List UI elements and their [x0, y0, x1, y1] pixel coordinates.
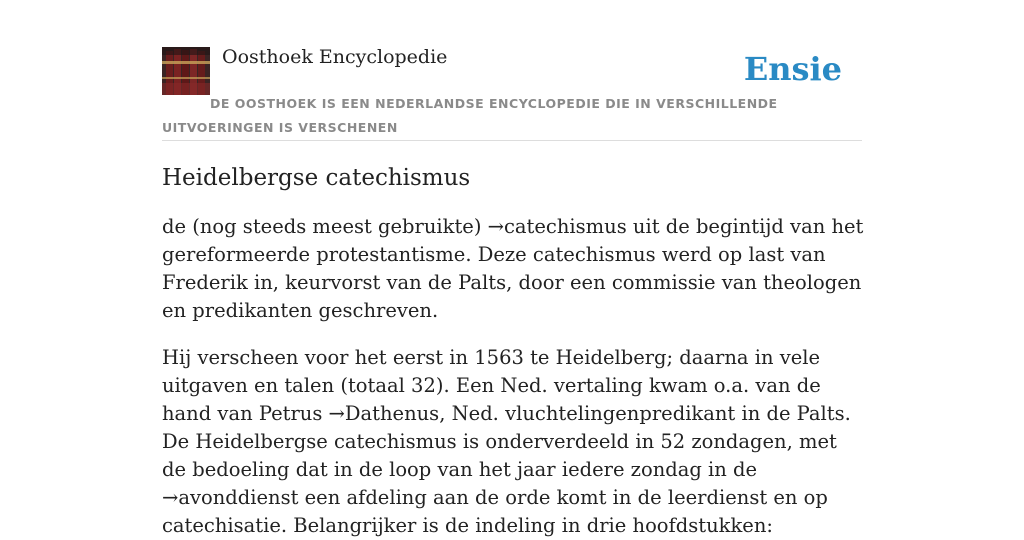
site-title[interactable]: Oosthoek Encyclopedie	[222, 46, 448, 68]
avatar-image	[162, 47, 210, 95]
article-paragraph-2	[162, 344, 867, 540]
article-paragraph-1	[162, 213, 867, 325]
book-spines-avatar-icon[interactable]	[162, 47, 210, 95]
xref-link-dathenus[interactable]: →Dathenus	[328, 402, 440, 425]
xref-link-avonddienst[interactable]: →avonddienst	[162, 486, 299, 509]
paragraph-text: uit de begintijd van het gereformeerde protestantisme. Deze catechismus werd op last van Frederik in, keurvorst van de Palts, door een commissie van theologen en predikanten geschreven.	[162, 215, 864, 322]
article-title: Heidelbergse catechismus	[162, 165, 471, 191]
site-tagline: DE OOSTHOEK IS EEN NEDERLANDSE ENCYCLOPEDIE DIE IN VERSCHILLENDE UITVOERINGEN IS VERSCHENEN	[162, 96, 778, 135]
ensie-logo[interactable]: Ensie	[743, 50, 842, 88]
paragraph-text: , Ned. vluchtelingenpredikant in de Palts. De Heidelbergse catechismus is onderverdeeld in 52 zondagen, met de bedoeling dat in de loop van het jaar iedere zondag in de	[162, 402, 851, 481]
paragraph-text: de (nog steeds meest gebruikte)	[162, 215, 488, 238]
site-header	[162, 44, 862, 141]
xref-link-catechismus[interactable]: →catechismus	[487, 215, 627, 238]
article	[162, 162, 867, 540]
paragraph-text: Hij verscheen voor het eerst in 1563 te Heidelberg; daarna in vele uitgaven en talen (totaal 32). Een Ned. vertaling kwam o.a. van de hand van Petrus	[162, 346, 821, 425]
paragraph-text: een afdeling aan de orde komt in de leerdienst en op catechisatie. Belangrijker is de indeling in drie hoofdstukken:	[162, 486, 828, 537]
